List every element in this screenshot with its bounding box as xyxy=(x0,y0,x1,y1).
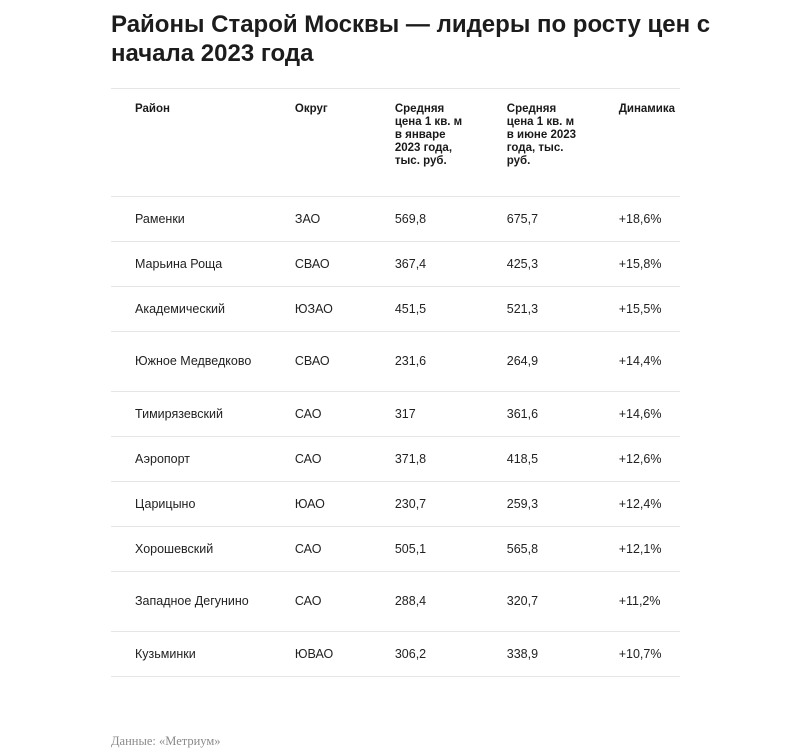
page-title: Районы Старой Москвы — лидеры по росту цен с начала 2023 года xyxy=(111,11,711,67)
cell-district: Академический xyxy=(111,287,271,332)
table-row xyxy=(111,572,680,632)
cell-dynamics: +12,4% xyxy=(595,482,680,527)
cell-district: Марьина Роща xyxy=(111,242,271,287)
cell-dynamics: +14,6% xyxy=(595,392,680,437)
header-dynamics: Динамика xyxy=(595,89,680,197)
cell-dynamics: +12,1% xyxy=(595,527,680,572)
cell-okrug: САО xyxy=(271,572,371,632)
table-row xyxy=(111,437,680,482)
cell-price-jun: 320,7 xyxy=(483,572,595,632)
header-price-jan: Средняя цена 1 кв. м в январе 2023 года, тыс. руб. xyxy=(371,89,483,197)
cell-dynamics: +10,7% xyxy=(595,632,680,677)
table-header-row xyxy=(111,89,680,197)
cell-district: Царицыно xyxy=(111,482,271,527)
cell-price-jan: 371,8 xyxy=(371,437,483,482)
cell-dynamics: +18,6% xyxy=(595,197,680,242)
table-row xyxy=(111,392,680,437)
cell-price-jun: 264,9 xyxy=(483,332,595,392)
cell-price-jan: 569,8 xyxy=(371,197,483,242)
header-price-jun: Средняя цена 1 кв. м в июне 2023 года, тыс. руб. xyxy=(483,89,595,197)
cell-okrug: СВАО xyxy=(271,332,371,392)
cell-price-jun: 361,6 xyxy=(483,392,595,437)
table-row xyxy=(111,242,680,287)
price-table xyxy=(111,88,680,677)
cell-price-jan: 317 xyxy=(371,392,483,437)
source-note: Данные: «Метриум» xyxy=(111,734,221,748)
cell-okrug: САО xyxy=(271,527,371,572)
cell-price-jun: 338,9 xyxy=(483,632,595,677)
cell-price-jun: 675,7 xyxy=(483,197,595,242)
cell-district: Южное Медведково xyxy=(111,332,271,392)
cell-okrug: СВАО xyxy=(271,242,371,287)
cell-price-jan: 288,4 xyxy=(371,572,483,632)
header-okrug: Округ xyxy=(271,89,371,197)
cell-okrug: ЮАО xyxy=(271,482,371,527)
cell-price-jun: 425,3 xyxy=(483,242,595,287)
cell-price-jan: 505,1 xyxy=(371,527,483,572)
cell-dynamics: +15,5% xyxy=(595,287,680,332)
table-row xyxy=(111,287,680,332)
cell-dynamics: +15,8% xyxy=(595,242,680,287)
cell-okrug: ЮЗАО xyxy=(271,287,371,332)
cell-price-jun: 565,8 xyxy=(483,527,595,572)
cell-district: Аэропорт xyxy=(111,437,271,482)
cell-price-jan: 230,7 xyxy=(371,482,483,527)
cell-price-jan: 306,2 xyxy=(371,632,483,677)
cell-okrug: САО xyxy=(271,392,371,437)
cell-okrug: ЮВАО xyxy=(271,632,371,677)
table-row xyxy=(111,197,680,242)
cell-price-jan: 231,6 xyxy=(371,332,483,392)
cell-district: Хорошевский xyxy=(111,527,271,572)
cell-dynamics: +14,4% xyxy=(595,332,680,392)
cell-price-jun: 259,3 xyxy=(483,482,595,527)
cell-district: Тимирязевский xyxy=(111,392,271,437)
table-row xyxy=(111,632,680,677)
cell-price-jun: 418,5 xyxy=(483,437,595,482)
cell-price-jun: 521,3 xyxy=(483,287,595,332)
table-row xyxy=(111,482,680,527)
cell-district: Западное Дегунино xyxy=(111,572,271,632)
cell-district: Кузьминки xyxy=(111,632,271,677)
table-row xyxy=(111,527,680,572)
cell-price-jan: 367,4 xyxy=(371,242,483,287)
header-district: Район xyxy=(111,89,271,197)
cell-price-jan: 451,5 xyxy=(371,287,483,332)
cell-dynamics: +11,2% xyxy=(595,572,680,632)
cell-district: Раменки xyxy=(111,197,271,242)
table-row xyxy=(111,332,680,392)
cell-okrug: ЗАО xyxy=(271,197,371,242)
cell-dynamics: +12,6% xyxy=(595,437,680,482)
cell-okrug: САО xyxy=(271,437,371,482)
